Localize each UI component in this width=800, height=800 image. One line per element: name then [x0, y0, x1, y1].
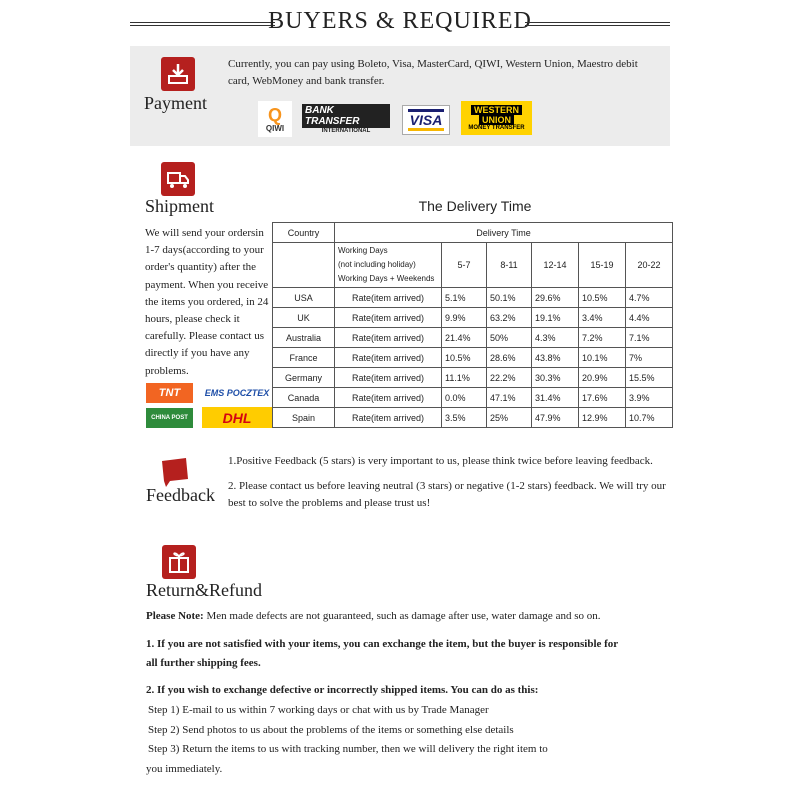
- col-delivery: Delivery Time: [335, 223, 673, 243]
- table-row: [273, 348, 673, 368]
- bank-transfer-text: BANK TRANSFER: [302, 104, 390, 128]
- return-step-3-cont: you immediately.: [146, 763, 223, 775]
- country-cell: France: [273, 348, 335, 368]
- table-header-row: [273, 223, 673, 243]
- blank-cell: [273, 243, 335, 288]
- feedback-icon: [160, 457, 190, 487]
- value-cell: 10.1%: [579, 348, 626, 368]
- value-cell: 10.7%: [626, 408, 673, 428]
- western-union-text-2: UNION: [479, 115, 514, 125]
- return-note: [146, 608, 666, 625]
- delivery-table: [272, 222, 673, 428]
- payment-text: Currently, you can pay using Boleto, Visa, MasterCard, QIWI, Western Union, Maestro debit card, WebMoney and bank transfer.: [228, 58, 638, 87]
- value-cell: 15.5%: [626, 368, 673, 388]
- ems-text: EMS POCZTEX: [204, 388, 270, 398]
- gift-icon: [162, 545, 196, 579]
- value-cell: 63.2%: [487, 308, 532, 328]
- dhl-logo: [202, 407, 272, 428]
- table-row: [273, 368, 673, 388]
- value-cell: 4.7%: [626, 288, 673, 308]
- return-refund-label: Return&Refund: [146, 580, 262, 600]
- rate-cell: Rate(item arrived): [335, 388, 442, 408]
- value-cell: 22.2%: [487, 368, 532, 388]
- shipment-icon: [161, 162, 195, 196]
- payment-panel: [130, 46, 670, 146]
- value-cell: 0.0%: [442, 388, 487, 408]
- tnt-text: TNT: [158, 387, 181, 399]
- value-cell: 10.5%: [579, 288, 626, 308]
- value-cell: 3.9%: [626, 388, 673, 408]
- working-days-1: Working Days: [338, 246, 388, 255]
- rate-cell: Rate(item arrived): [335, 368, 442, 388]
- return-step-1: Step 1) E-mail to us within 7 working days or chat with us by Trade Manager: [148, 704, 489, 716]
- value-cell: 21.4%: [442, 328, 487, 348]
- table-row: [273, 408, 673, 428]
- dhl-text: DHL: [222, 409, 252, 426]
- value-cell: 47.9%: [532, 408, 579, 428]
- value-cell: 5.1%: [442, 288, 487, 308]
- value-cell: 20.9%: [579, 368, 626, 388]
- qiwi-text: QIWI: [265, 123, 285, 133]
- value-cell: 4.4%: [626, 308, 673, 328]
- working-days-3: Working Days + Weekends: [338, 274, 435, 283]
- value-cell: 19.1%: [532, 308, 579, 328]
- range-cell: 20-22: [626, 243, 673, 288]
- range-cell: 15-19: [579, 243, 626, 288]
- country-cell: USA: [273, 288, 335, 308]
- table-row: [273, 388, 673, 408]
- country-cell: Spain: [273, 408, 335, 428]
- return-step-3: Step 3) Return the items to us with tracking number, then we will delivery the right item to: [148, 743, 548, 755]
- value-cell: 9.9%: [442, 308, 487, 328]
- value-cell: 25%: [487, 408, 532, 428]
- western-union-logo: [461, 101, 532, 135]
- feedback-point-2: 2. Please contact us before leaving neutral (3 stars) or negative (1-2 stars) feedback. We will try our best to solve the problems and please trust us!: [228, 480, 666, 509]
- feedback-point-1: 1.Positive Feedback (5 stars) is very important to us, please think twice before leaving feedback.: [228, 455, 653, 467]
- value-cell: 28.6%: [487, 348, 532, 368]
- feedback-label: Feedback: [146, 485, 215, 505]
- range-cell: 12-14: [532, 243, 579, 288]
- value-cell: 17.6%: [579, 388, 626, 408]
- table-subheader-row: [273, 243, 673, 288]
- note-text: Men made defects are not guaranteed, such as damage after use, water damage and so on.: [203, 610, 601, 622]
- rate-cell: Rate(item arrived): [335, 328, 442, 348]
- value-cell: 11.1%: [442, 368, 487, 388]
- country-cell: Canada: [273, 388, 335, 408]
- qiwi-symbol: Q: [267, 104, 282, 125]
- value-cell: 43.8%: [532, 348, 579, 368]
- visa-text: VISA: [408, 109, 445, 131]
- country-cell: Australia: [273, 328, 335, 348]
- shipment-text: We will send your ordersin 1-7 days(according to your order's quantity) after the payment. When you receive the items you ordered, in 24 hours, please check it carefully. Please contact us directly if you have any problems.: [145, 227, 269, 377]
- value-cell: 7%: [626, 348, 673, 368]
- page-title: BUYERS & REQUIRED: [268, 8, 532, 34]
- feedback-text: [228, 453, 668, 512]
- china-post-logo: [146, 408, 193, 428]
- note-label: Please Note:: [146, 610, 204, 622]
- rate-cell: Rate(item arrived): [335, 408, 442, 428]
- tnt-logo: [146, 383, 193, 403]
- range-cell: 5-7: [442, 243, 487, 288]
- return-point-2: 2. If you wish to exchange defective or incorrectly shipped items. You can do as this:: [146, 684, 539, 696]
- header-rule-right: [525, 22, 670, 26]
- table-row: [273, 288, 673, 308]
- value-cell: 4.3%: [532, 328, 579, 348]
- bank-transfer-sub: INTERNATIONAL: [321, 128, 371, 134]
- table-row: [273, 308, 673, 328]
- value-cell: 50.1%: [487, 288, 532, 308]
- value-cell: 3.4%: [579, 308, 626, 328]
- value-cell: 10.5%: [442, 348, 487, 368]
- value-cell: 47.1%: [487, 388, 532, 408]
- working-days-2: (not including holiday): [338, 260, 416, 269]
- value-cell: 29.6%: [532, 288, 579, 308]
- country-cell: Germany: [273, 368, 335, 388]
- value-cell: 31.4%: [532, 388, 579, 408]
- payment-icon: [161, 57, 195, 91]
- bank-transfer-logo: [302, 106, 390, 132]
- return-step-2: Step 2) Send photos to us about the problems of the items or something else details: [148, 724, 514, 736]
- shipment-label: Shipment: [145, 196, 215, 216]
- col-country: Country: [273, 223, 335, 243]
- china-post-text: CHINA POST: [151, 415, 188, 421]
- western-union-text-1: WESTERN: [471, 105, 522, 115]
- value-cell: 30.3%: [532, 368, 579, 388]
- visa-logo: [402, 105, 450, 135]
- payment-label: Payment: [144, 93, 207, 113]
- rate-cell: Rate(item arrived): [335, 348, 442, 368]
- ems-logo: [201, 382, 273, 404]
- value-cell: 50%: [487, 328, 532, 348]
- value-cell: 7.2%: [579, 328, 626, 348]
- delivery-table-title: The Delivery Time: [418, 198, 532, 214]
- value-cell: 12.9%: [579, 408, 626, 428]
- working-days-cell: [335, 243, 442, 288]
- rate-cell: Rate(item arrived): [335, 308, 442, 328]
- qiwi-logo: [258, 101, 292, 137]
- western-union-text-3: MONEY TRANSFER: [468, 125, 525, 131]
- rate-cell: Rate(item arrived): [335, 288, 442, 308]
- country-cell: UK: [273, 308, 335, 328]
- range-cell: 8-11: [487, 243, 532, 288]
- table-row: [273, 328, 673, 348]
- value-cell: 7.1%: [626, 328, 673, 348]
- return-point-1: 1. If you are not satisfied with your items, you can exchange the item, but the buyer is responsible for all further shipping fees.: [146, 638, 618, 669]
- value-cell: 3.5%: [442, 408, 487, 428]
